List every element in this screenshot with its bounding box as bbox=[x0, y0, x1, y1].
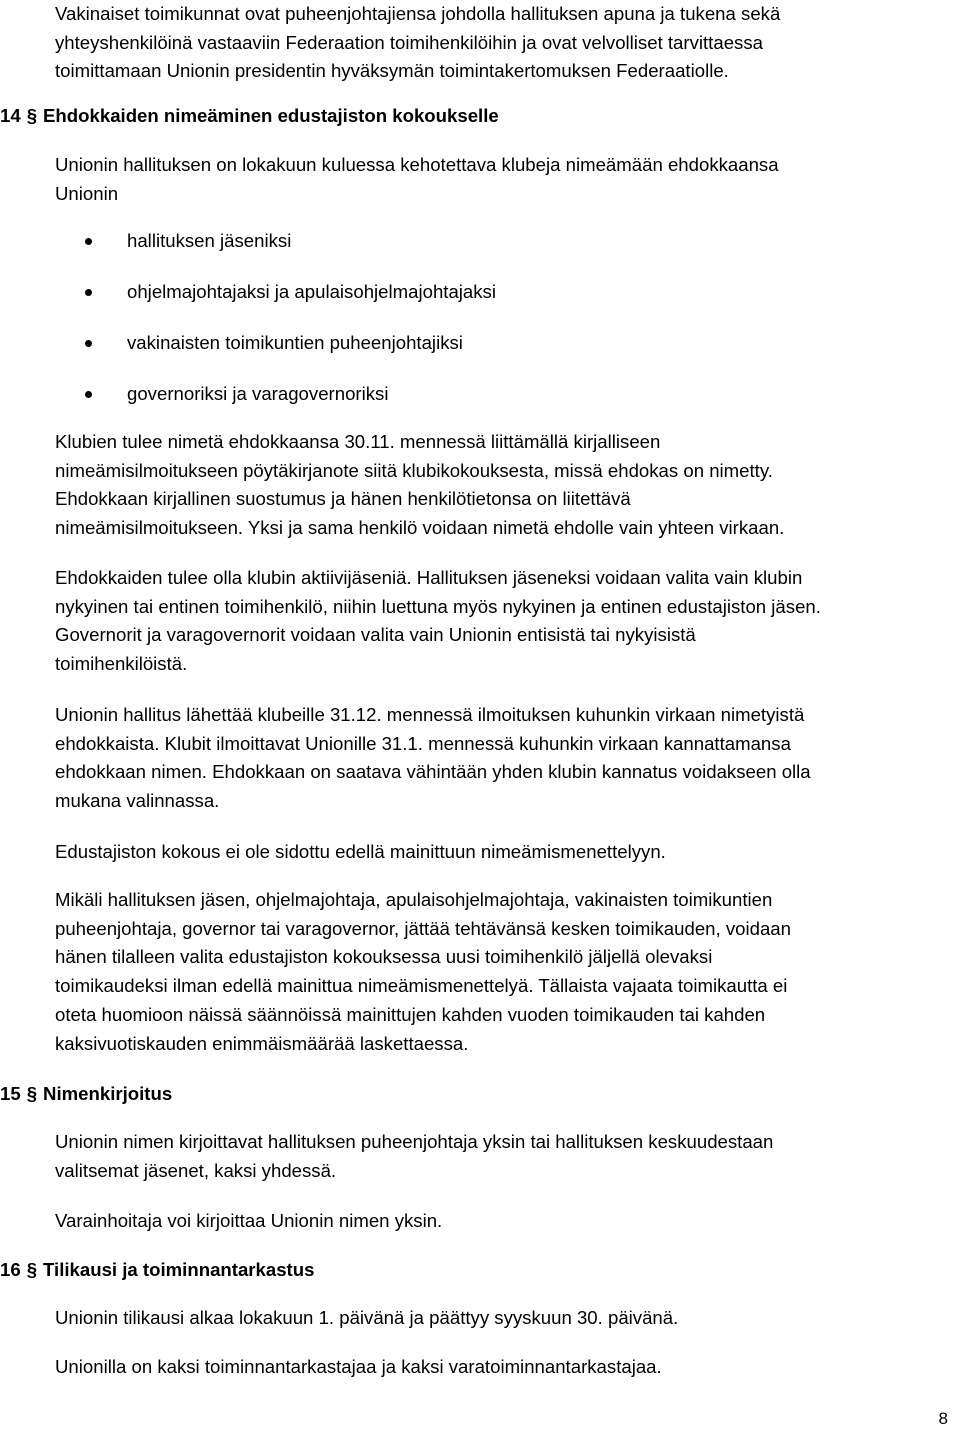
nomination-list bbox=[85, 227, 496, 431]
section-14-heading bbox=[0, 102, 499, 130]
section-16-paragraph-2 bbox=[55, 1353, 950, 1382]
text-line: Klubien tulee nimetä ehdokkaansa 30.11. mennessä liittämällä kirjalliseen bbox=[55, 431, 661, 452]
text-line: toimittamaan Unionin presidentin hyväksymän toimintakertomuksen Federaatiolle. bbox=[55, 60, 729, 82]
text-line: Unionin bbox=[55, 182, 119, 204]
text-line: ehdokkaan nimen. Ehdokkaan on saatava vähintään yhden klubin kannatus voidakseen olla bbox=[55, 761, 811, 783]
text-line: Ehdokkaiden tulee olla klubin aktiivijäseniä. Hallituksen jäseneksi voidaan valita vain klubin bbox=[55, 567, 803, 588]
section-number: 15 bbox=[0, 1083, 21, 1104]
text-line: valitsemat jäsenet, kaksi yhdessä. bbox=[55, 1159, 337, 1181]
intro-paragraph bbox=[55, 0, 950, 86]
text-line: Mikäli hallituksen jäsen, ohjelmajohtaja, apulaisohjelmajohtaja, vakinaisten toimikuntien bbox=[55, 889, 773, 910]
text-line: oteta huomioon näissä säännöissä mainittujen kahden vuoden toimikauden tai kahden bbox=[55, 1003, 766, 1025]
text-line: nykyinen tai entinen toimihenkilö, niihin luettuna myös nykyinen ja entinen edustajiston jäsen. bbox=[55, 595, 821, 617]
bullet-icon bbox=[85, 238, 92, 245]
section-14-paragraph-5 bbox=[55, 838, 950, 867]
list-item-text: hallituksen jäseniksi bbox=[127, 230, 292, 251]
text-line: toimihenkilöistä. bbox=[55, 653, 188, 675]
section-number: 16 bbox=[0, 1259, 21, 1280]
list-item-text: vakinaisten toimikuntien puheenjohtajiksi bbox=[127, 332, 463, 353]
text-line: puheenjohtaja, governor tai varagovernor, jättää tehtävänsä kesken toimikauden, voidaan bbox=[55, 917, 791, 939]
text-line: Unionin nimen kirjoittavat hallituksen puheenjohtaja yksin tai hallituksen keskuudestaan bbox=[55, 1131, 774, 1152]
text-line: nimeämisilmoitukseen. Yksi ja sama henkilö voidaan nimetä ehdolle vain yhteen virkaan. bbox=[55, 517, 785, 539]
page-number: 8 bbox=[938, 1409, 948, 1428]
list-item-text: governoriksi ja varagovernoriksi bbox=[127, 383, 389, 404]
section-symbol: § bbox=[26, 1083, 38, 1104]
section-15-paragraph-1 bbox=[55, 1128, 950, 1185]
section-15-heading bbox=[0, 1080, 172, 1108]
section-symbol: § bbox=[26, 105, 38, 126]
text-line: Ehdokkaan kirjallinen suostumus ja hänen henkilötietonsa on liitettävä bbox=[55, 488, 631, 510]
section-14-paragraph-1 bbox=[55, 151, 950, 208]
list-item bbox=[85, 329, 496, 380]
text-line: ehdokkaista. Klubit ilmoittavat Unionille 31.1. mennessä kuhunkin virkaan kannattamansa bbox=[55, 732, 791, 754]
text-line: Edustajiston kokous ei ole sidottu edellä mainittuun nimeämismenettelyyn. bbox=[55, 841, 666, 862]
section-14-paragraph-6 bbox=[55, 886, 950, 1058]
text-line: mukana valinnassa. bbox=[55, 790, 220, 812]
list-item bbox=[85, 380, 496, 431]
section-14-paragraph-2 bbox=[55, 428, 950, 543]
text-line: Unionilla on kaksi toiminnantarkastajaa ja kaksi varatoiminnantarkastajaa. bbox=[55, 1356, 662, 1377]
section-16-heading bbox=[0, 1256, 314, 1284]
bullet-icon bbox=[85, 289, 92, 296]
section-number: 14 bbox=[0, 105, 21, 126]
section-14-paragraph-3 bbox=[55, 564, 950, 679]
text-line: Unionin hallitus lähettää klubeille 31.12. mennessä ilmoituksen kuhunkin virkaan nimetyistä bbox=[55, 704, 805, 725]
section-16-paragraph-1 bbox=[55, 1304, 950, 1333]
text-line: nimeämisilmoitukseen pöytäkirjanote siitä klubikokouksesta, missä ehdokas on nimetty. bbox=[55, 459, 773, 481]
text-line: toimikaudeksi ilman edellä mainittua nimeämismenettelyä. Tällaista vajaata toimikautta ei bbox=[55, 975, 788, 997]
list-item-text: ohjelmajohtajaksi ja apulaisohjelmajohtajaksi bbox=[127, 281, 496, 302]
section-title: Ehdokkaiden nimeäminen edustajiston kokoukselle bbox=[43, 105, 499, 126]
list-item bbox=[85, 227, 496, 278]
section-symbol: § bbox=[26, 1259, 38, 1280]
bullet-icon bbox=[85, 391, 92, 398]
text-line: Varainhoitaja voi kirjoittaa Unionin nimen yksin. bbox=[55, 1210, 443, 1231]
text-line: Unionin tilikausi alkaa lokakuun 1. päivänä ja päättyy syyskuun 30. päivänä. bbox=[55, 1307, 679, 1328]
text-line: kaksivuotiskauden enimmäismäärää laskettaessa. bbox=[55, 1032, 469, 1054]
section-14-paragraph-4 bbox=[55, 701, 950, 816]
text-line: Unionin hallituksen on lokakuun kuluessa kehotettava klubeja nimeämään ehdokkaansa bbox=[55, 154, 779, 175]
bullet-icon bbox=[85, 340, 92, 347]
list-item bbox=[85, 278, 496, 329]
section-title: Nimenkirjoitus bbox=[43, 1083, 173, 1104]
text-line: hänen tilalleen valita edustajiston kokouksessa uusi toimihenkilö jäljellä olevaksi bbox=[55, 946, 713, 968]
text-line: Governorit ja varagovernorit voidaan valita vain Unionin entisistä tai nykyisistä bbox=[55, 624, 696, 646]
section-15-paragraph-2 bbox=[55, 1207, 950, 1236]
text-line: yhteyshenkilöinä vastaaviin Federaation toimihenkilöihin ja ovat velvolliset tarvittaessa bbox=[55, 31, 763, 53]
text-line: Vakinaiset toimikunnat ovat puheenjohtajiensa johdolla hallituksen apuna ja tukena sekä bbox=[55, 3, 781, 24]
section-title: Tilikausi ja toiminnantarkastus bbox=[43, 1259, 315, 1280]
